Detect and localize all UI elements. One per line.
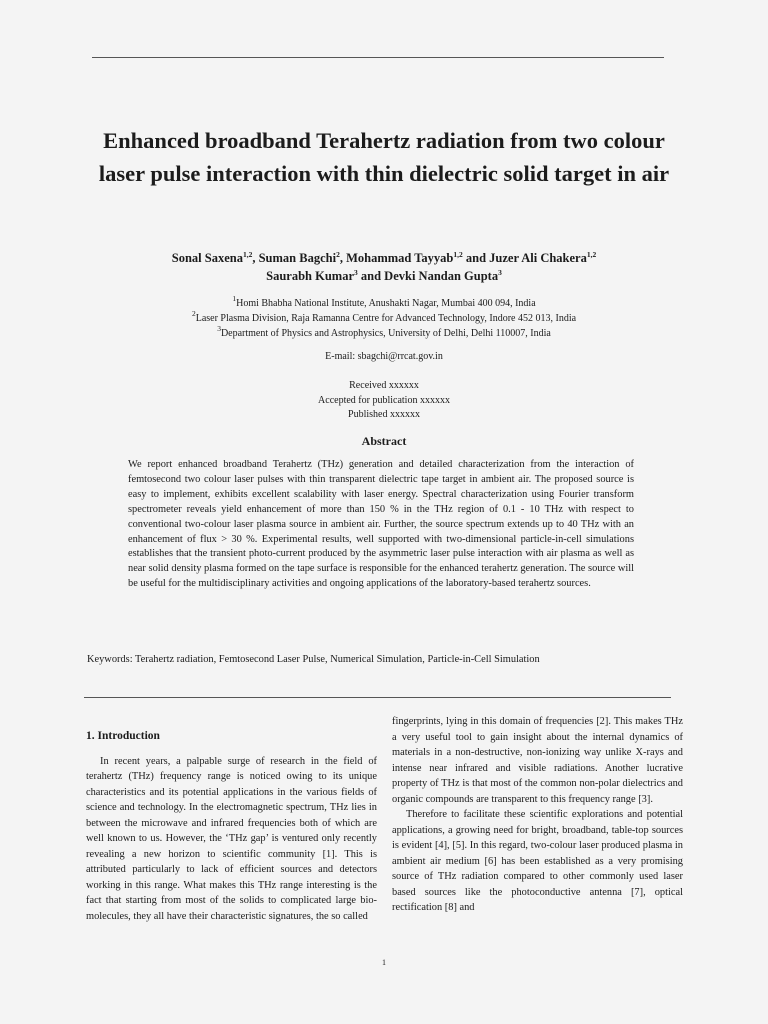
affiliation-sup: 3 [217, 324, 221, 333]
author-separator: and [462, 251, 490, 265]
affiliation-2 [80, 311, 688, 326]
author-affil-sup: 2 [336, 250, 340, 259]
author-line-1 [80, 249, 688, 267]
affiliation-text: Department of Physics and Astrophysics, University of Delhi, Delhi 110007, India [220, 328, 551, 339]
publication-dates [80, 379, 688, 423]
author-affil-sup: 3 [498, 268, 502, 277]
author-separator: and [357, 269, 385, 283]
intro-paragraph-1: In recent years, a palpable surge of research in the field of terahertz (THz) frequency range is noticed owing to its unique characteristics and its potential applications in the various fields of science and technology. In the electromagnetic spectrum, THz lies in between the microwave and infrared frequencies both of which are well known to us. However, the ‘THz gap’ is ventured only recently revealing a new horizon to scientific community [1]. This is attributed particularly to lack of efficient sources and detectors working in this range. What makes this THz range interesting is the fact that starting from most of the solids to complicated large bio-molecules, they all have their characteristic signatures, the so called [86, 755, 377, 922]
affiliation-sup: 1 [232, 294, 237, 303]
abstract-text: We report enhanced broadband Terahertz (THz) generation and detailed characterization from the interaction of femtosecond two colour laser pulses with thin transparent dielectric tape target in ambient air. The proposed source is easy to implement, exhibits excellent scalability with laser energy. Spectral characterization using Fourier transform spectrometer reveals yield enhancement of more than 150 % in the THz region of 0.1 - 10 THz with respect to conventional two-colour laser plasma source in ambient air. Further, the source spectrum extends up to 40 THz with an enhancement of flux > 30 %. Experimental results, well supported with two-dimensional particle-in-cell simulations establishes that the transient photo-current produced by the asymmetric laser pulse interaction with air plasma as well as near solid density plasma formed on the tape surface is responsible for the enhanced terahertz generation. The source will be useful for the multidisciplinary activities and ongoing applications of the laboratory-based terahertz sources. [128, 459, 634, 590]
author-affil-sup: 1,2 [586, 250, 597, 259]
author-list [80, 249, 688, 285]
abstract-heading: Abstract [361, 434, 407, 448]
author-separator: , [252, 251, 259, 265]
received-date: Received xxxxxx [349, 380, 419, 391]
intro-paragraph-2: Therefore to facilitate these scientific explorations and potential applications, a growing need for bright, broadband, table-top sources is evident [4], [5]. In this regard, two-colour laser produced plasma in ambient air medium [6] has been established as a very promising source of THz radiation compared to other commonly used laser based sources like the photoconductive antenna [7], optical rectification [8] and [392, 809, 683, 913]
author-name: Devki Nandan Gupta [384, 269, 499, 283]
author-affil-sup: 1,2 [242, 250, 253, 259]
section-heading-introduction: 1. Introduction [86, 730, 160, 742]
page-number: 1 [382, 958, 386, 967]
affiliation-text: Homi Bhabha National Institute, Anushakti Nagar, Mumbai 400 094, India [236, 298, 536, 309]
author-name: Suman Bagchi [258, 251, 337, 265]
left-column [86, 729, 377, 924]
affiliation-1 [80, 296, 688, 311]
author-separator: , [339, 251, 347, 265]
author-name: Juzer Ali Chakera [489, 251, 587, 265]
published-date: Published xxxxxx [348, 409, 420, 420]
paper-title: Enhanced broadband Terahertz radiation from two colour laser pulse interaction with thin dielectric solid target in air [98, 128, 670, 186]
right-column [392, 714, 683, 916]
author-affil-sup: 3 [354, 268, 358, 277]
accepted-date: Accepted for publication xxxxxx [318, 394, 450, 406]
intro-paragraph-1-continued: fingerprints, lying in this domain of frequencies [2]. This makes THz a very useful tool to gain insight about the internal dynamics of materials in a non-destructive, non-ionizing way unlike X-rays and intense near infrared and visible radiations. Another lucrative property of THz is that most of the common non-polar dielectrics and organic compounds are transparent to this frequency range [3]. [392, 716, 683, 805]
author-name: Saurabh Kumar [266, 269, 355, 283]
section-rule [84, 697, 671, 698]
affiliation-text: Laser Plasma Division, Raja Ramanna Centre for Advanced Technology, Indore 452 013, India [195, 313, 577, 324]
contact-email: E-mail: sbagchi@rrcat.gov.in [325, 351, 443, 362]
affiliation-sup: 2 [191, 309, 196, 318]
author-name: Mohammad Tayyab [346, 251, 454, 265]
affiliation-3 [80, 326, 688, 341]
author-line-2 [80, 267, 688, 285]
affiliations [80, 296, 688, 341]
top-rule [92, 57, 664, 58]
author-name: Sonal Saxena [171, 251, 243, 265]
keywords: Keywords: Terahertz radiation, Femtosecond Laser Pulse, Numerical Simulation, Particle-in-Cell Simulation [87, 654, 540, 665]
author-affil-sup: 1,2 [453, 250, 463, 259]
